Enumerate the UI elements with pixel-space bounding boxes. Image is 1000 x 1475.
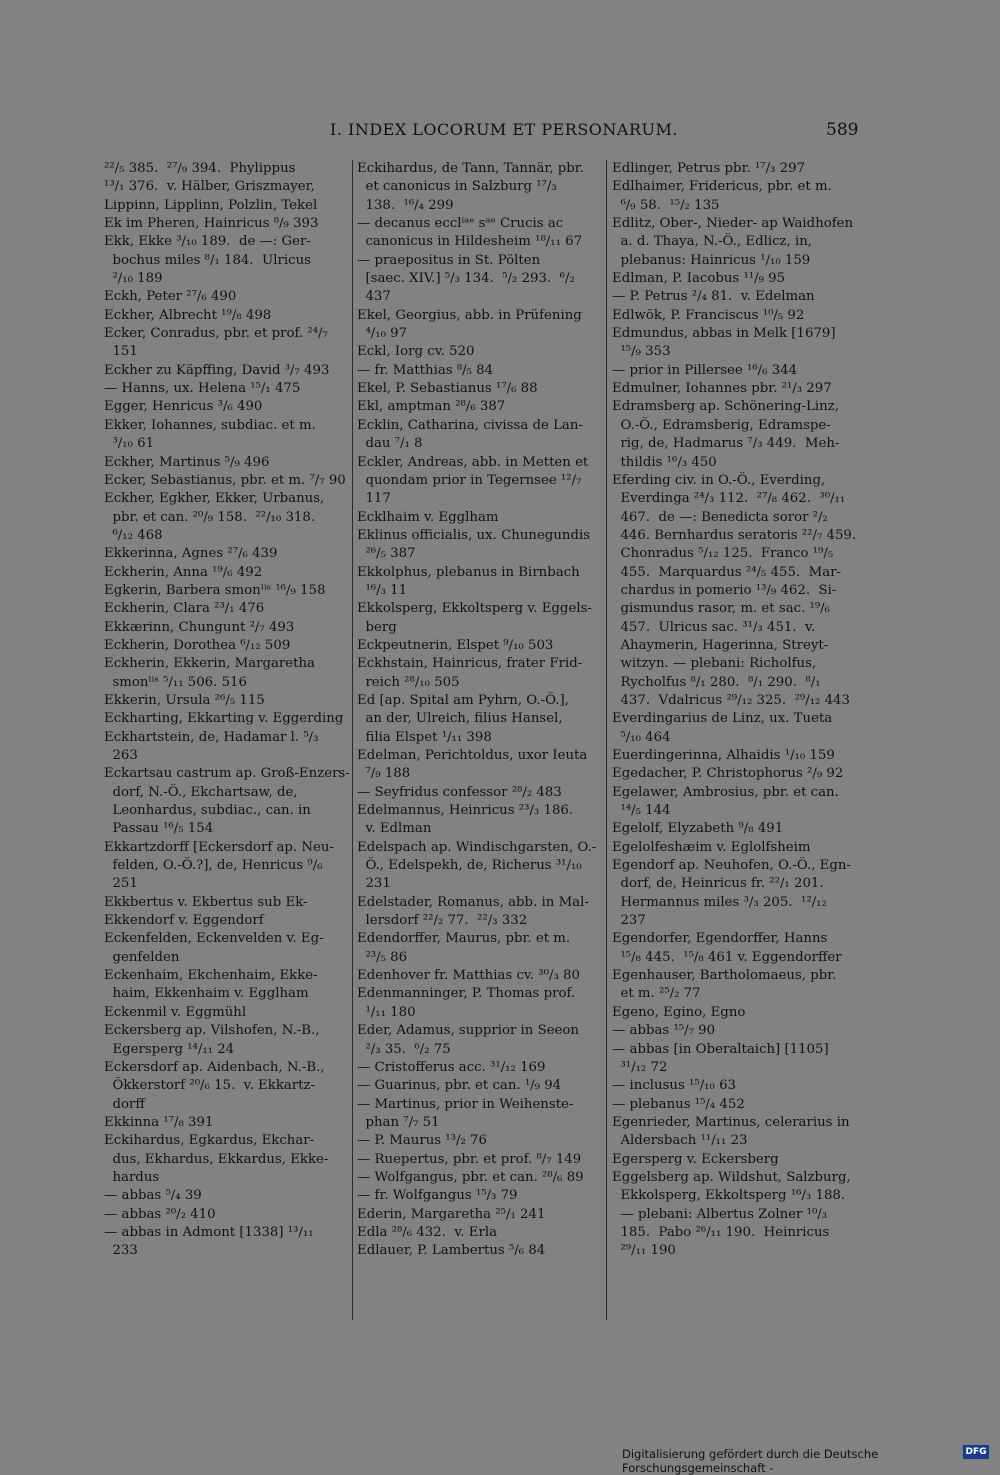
index-entry-line: — Ruepertus, pbr. et prof. ⁸/₇ 149	[357, 1151, 582, 1167]
index-entry-line: Ek im Pheren, Hainricus ⁸/₉ 393	[104, 216, 319, 232]
index-entry-line: Aldersbach ¹¹/₁₁ 23	[612, 1133, 748, 1149]
index-entry-line: — decanus ecclⁱᵃᵉ sᵃᵉ Crucis ac	[357, 216, 564, 232]
index-entry-line: witzyn. — plebani: Richolfus,	[612, 656, 817, 672]
index-entry-line: Ekkerin, Ursula ²⁶/₅ 115	[104, 692, 265, 708]
index-entry-line: Edla ²⁸/₆ 432. v. Erla	[357, 1224, 498, 1240]
index-entry-line: 455. Marquardus ²⁴/₅ 455. Mar-	[612, 564, 842, 580]
index-entry-line: ¹⁵/₉ 353	[612, 344, 671, 360]
index-entry-line: rig, de, Hadmarus ⁷/₃ 449. Meh-	[612, 436, 840, 452]
index-entry-line: Edelstader, Romanus, abb. in Mal-	[357, 894, 589, 910]
index-entry-line: berg	[357, 619, 397, 635]
index-entry-line: dorff	[104, 1096, 145, 1112]
index-entry-line: Edlwök, P. Franciscus ¹⁰/₅ 92	[612, 307, 805, 323]
index-entry-line: Eckher, Albrecht ¹⁹/₈ 498	[104, 307, 272, 323]
index-entry-line: Ed [ap. Spital am Pyhrn, O.-Ö.],	[357, 692, 569, 708]
index-entry-line: — inclusus ¹⁵/₁₀ 63	[612, 1078, 736, 1094]
index-entry-line: Eckihardus, de Tann, Tannär, pbr.	[357, 161, 584, 176]
index-entry-line: Egenhauser, Bartholomaeus, pbr.	[612, 968, 837, 984]
index-entry-line: an der, Ulreich, filius Hansel,	[357, 711, 563, 727]
index-entry-line: Ekk, Ekke ³/₁₀ 189. de —: Ger-	[104, 234, 311, 250]
index-entry-line: — abbas ¹⁵/₇ 90	[612, 1023, 716, 1039]
index-entry-line: — Seyfridus confessor ²⁸/₂ 483	[357, 784, 562, 800]
index-entry-line: — P. Maurus ¹³/₂ 76	[357, 1133, 487, 1149]
index-entry-line: Everdinga ²⁴/₃ 112. ²⁷/₈ 462. ³⁰/₁₁	[612, 491, 846, 507]
index-entry-line: quondam prior in Tegernsee ¹²/₇	[357, 472, 582, 488]
index-entry-line: — P. Petrus ²/₄ 81. v. Edelman	[612, 289, 815, 305]
index-entry-line: canonicus in Hildesheim ¹⁸/₁₁ 67	[357, 234, 583, 250]
index-entry-line: Eckherin, Dorothea ⁶/₁₂ 509	[104, 637, 291, 653]
index-entry-line: ¹⁵/₈ 445. ¹⁵/₈ 461 v. Eggendorffer	[612, 949, 842, 965]
index-entry-line: felden, O.-Ö.?], de, Henricus ⁹/₆	[104, 858, 323, 874]
index-entry-line: plebanus: Hainricus ¹/₁₀ 159	[612, 252, 811, 268]
index-entry-line: Edelmannus, Heinricus ²³/₃ 186.	[357, 803, 574, 819]
index-entry-line: Ederin, Margaretha ²⁵/₁ 241	[357, 1206, 546, 1222]
index-entry-line: Eklinus officialis, ux. Chunegundis	[357, 527, 591, 543]
index-entry-line: 437. Vdalricus ²⁹/₁₂ 325. ²⁹/₁₂ 443	[612, 692, 850, 708]
index-entry-line: Egelolf, Elyzabeth ⁹/₈ 491	[612, 821, 784, 837]
index-entry-line: pbr. et can. ²⁰/₉ 158. ²²/₁₀ 318.	[104, 509, 316, 525]
index-entry-line: Edlman, P. Iacobus ¹¹/₉ 95	[612, 271, 786, 287]
index-entry-line: 251	[104, 876, 138, 892]
index-entry-line: 151	[104, 344, 138, 360]
index-entry-line: Eckenhaim, Ekchenhaim, Ekke-	[104, 968, 318, 984]
index-entry-line: 233	[104, 1243, 138, 1259]
index-entry-line: 117	[357, 491, 391, 507]
index-entry-line: ²²/₅ 385. ²⁷/₉ 394. Phylippus	[104, 161, 296, 176]
index-entry-line: Eckhstain, Hainricus, frater Frid-	[357, 656, 583, 672]
index-entry-line: dus, Ekhardus, Ekkardus, Ekke-	[104, 1151, 329, 1167]
index-entry-line: 457. Ulricus sac. ³¹/₃ 451. v.	[612, 619, 816, 635]
index-entry-line: — abbas [in Oberaltaich] [1105]	[612, 1041, 829, 1057]
index-entry-line: Eckharting, Ekkarting v. Eggerding	[104, 711, 344, 727]
index-entry-line: Egersperg ¹⁴/₁₁ 24	[104, 1041, 235, 1057]
index-entry-line: smonˡⁱˢ ⁵/₁₁ 506. 516	[104, 674, 247, 690]
index-entry-line: Ekkerinna, Agnes ²⁷/₆ 439	[104, 546, 278, 562]
index-entry-line: 263	[104, 748, 138, 763]
index-entry-line: Edlitz, Ober-, Nieder- ap Waidhofen	[612, 216, 854, 232]
index-column-1	[104, 160, 350, 1261]
index-entry-line: ⁷/₉ 188	[357, 766, 411, 782]
index-entry-line: Eckl, Iorg cv. 520	[357, 344, 475, 360]
index-entry-line: Ekkolsperg, Ekkoltsperg v. Eggels-	[357, 601, 592, 617]
index-entry-line: Eckherin, Clara ²³/₁ 476	[104, 601, 265, 617]
index-entry-line: Edlinger, Petrus pbr. ¹⁷/₃ 297	[612, 161, 805, 176]
index-entry-line: — plebanus ¹⁵/₄ 452	[612, 1096, 745, 1112]
index-column-2	[357, 160, 603, 1261]
index-entry-line: Lippinn, Lipplinn, Polzlin, Tekel	[104, 197, 318, 213]
index-entry-line: Edmulner, Iohannes pbr. ²¹/₃ 297	[612, 381, 832, 397]
index-entry-line: Ekkartzdorff [Eckersdorf ap. Neu-	[104, 839, 334, 855]
index-entry-line: Ekl, amptman ²⁸/₆ 387	[357, 399, 506, 415]
index-entry-line: et m. ²⁵/₂ 77	[612, 986, 701, 1002]
index-entry-line: Eckhartstein, de, Hadamar l. ⁵/₃	[104, 729, 319, 745]
index-entry-line: O.-Ö., Edramsberig, Edramspe-	[612, 417, 831, 433]
index-entry-line: Eckersberg ap. Vilshofen, N.-B.,	[104, 1023, 320, 1039]
index-entry-line: Eggelsberg ap. Wildshut, Salzburg,	[612, 1169, 851, 1185]
running-header: I. INDEX LOCORUM ET PERSONARUM.	[330, 120, 678, 139]
index-entry-line: Ekkbertus v. Ekbertus sub Ek-	[104, 894, 308, 910]
index-entry-line: Egelawer, Ambrosius, pbr. et can.	[612, 784, 839, 800]
index-entry-line: Eder, Adamus, supprior in Seeon	[357, 1023, 579, 1039]
index-entry-line: Egenrieder, Martinus, celerarius in	[612, 1114, 850, 1130]
index-entry-line: ²⁶/₅ 387	[357, 546, 416, 562]
index-entry-line: Eckihardus, Egkardus, Ekchar-	[104, 1133, 315, 1149]
index-entry-line: ¹³/₁ 376. v. Hälber, Griszmayer,	[104, 179, 315, 195]
index-entry-line: — fr. Matthias ⁸/₅ 84	[357, 362, 494, 378]
index-entry-line: — Wolfgangus, pbr. et can. ²⁸/₆ 89	[357, 1169, 584, 1185]
index-entry-line: ¹⁴/₅ 144	[612, 803, 671, 819]
index-entry-line: Ekker, Iohannes, subdiac. et m.	[104, 417, 316, 433]
index-entry-line: dorf, N.-Ö., Ekchartsaw, de,	[104, 784, 298, 800]
index-entry-line: dorf, de, Heinricus fr. ²²/₁ 201.	[612, 876, 824, 892]
index-entry-line: Edelman, Perichtoldus, uxor Ieuta	[357, 748, 588, 763]
index-entry-line: Ekkolsperg, Ekkoltsperg ¹⁶/₃ 188.	[612, 1188, 846, 1204]
index-entry-line: — Cristofferus acc. ³¹/₁₂ 169	[357, 1059, 546, 1075]
index-entry-line: Eckenfelden, Eckenvelden v. Eg-	[104, 931, 324, 947]
index-entry-line: Ecker, Sebastianus, pbr. et m. ⁷/₇ 90	[104, 472, 346, 488]
index-entry-line: Ö., Edelspekh, de, Richerus ³¹/₁₀	[357, 858, 582, 874]
index-entry-line: Ekkærinn, Chungunt ²/₇ 493	[104, 619, 295, 635]
index-entry-line: bochus miles ⁸/₁ 184. Ulricus	[104, 252, 311, 268]
index-entry-line: 437	[357, 289, 391, 305]
index-entry-line: genfelden	[104, 949, 180, 965]
index-entry-line: Edenhover fr. Matthias cv. ³⁰/₃ 80	[357, 968, 580, 984]
index-entry-line: Eckherin, Anna ¹⁹/₆ 492	[104, 564, 263, 580]
index-entry-line: Edramsberg ap. Schönering-Linz,	[612, 399, 839, 415]
index-entry-line: Chonradus ⁵/₁₂ 125. Franco ¹⁹/₅	[612, 546, 834, 562]
index-entry-line: Ekkolphus, plebanus in Birnbach	[357, 564, 580, 580]
index-entry-line: Ahaymerin, Hagerinna, Streyt-	[612, 637, 829, 653]
index-entry-line: Eckh, Peter ²⁷/₆ 490	[104, 289, 237, 305]
index-entry-line: Ekkinna ¹⁷/₈ 391	[104, 1114, 214, 1130]
index-entry-line: — plebani: Albertus Zolner ¹⁰/₃	[612, 1206, 828, 1222]
column-divider	[606, 160, 607, 1320]
index-entry-line: ¹/₁₁ 180	[357, 1004, 416, 1020]
index-entry-line: Everdingarius de Linz, ux. Tueta	[612, 711, 833, 727]
index-entry-line: Edmundus, abbas in Melk [1679]	[612, 326, 836, 342]
index-entry-line: — Martinus, prior in Weihenste-	[357, 1096, 574, 1112]
index-entry-line: — abbas ²⁰/₂ 410	[104, 1206, 216, 1222]
footer-credit: Digitalisierung gefördert durch die Deutsche Forschungsgemeinschaft -	[622, 1447, 879, 1475]
index-entry-line: Egger, Henricus ³/₆ 490	[104, 399, 263, 415]
dfg-logo: DFG	[963, 1445, 989, 1459]
index-entry-line: Ökkerstorf ²⁰/₆ 15. v. Ekkartz-	[104, 1078, 316, 1094]
index-entry-line: thildis ¹⁶/₃ 450	[612, 454, 717, 470]
index-entry-line: Edlauer, P. Lambertus ⁵/₆ 84	[357, 1243, 546, 1259]
index-entry-line: — abbas in Admont [1338] ¹³/₁₁	[104, 1224, 314, 1240]
index-entry-line: ³¹/₁₂ 72	[612, 1059, 668, 1075]
index-entry-line: ²³/₅ 86	[357, 949, 408, 965]
index-entry-line: phan ⁷/₇ 51	[357, 1114, 440, 1130]
index-entry-line: lersdorf ²²/₂ 77. ²²/₃ 332	[357, 913, 528, 929]
index-entry-line: Eckher zu Käpffing, David ³/₇ 493	[104, 362, 330, 378]
index-entry-line: ²/₁₀ 189	[104, 271, 163, 287]
index-entry-line: gismundus rasor, m. et sac. ¹⁹/₆	[612, 601, 830, 617]
index-entry-line: Leonhardus, subdiac., can. in	[104, 803, 311, 819]
index-entry-line: 446. Bernhardus seratoris ²²/₇ 459.	[612, 527, 857, 543]
index-entry-line: Eferding civ. in O.-Ö., Everding,	[612, 472, 826, 488]
page-number: 589	[826, 120, 859, 140]
index-entry-line: v. Edlman	[357, 821, 432, 837]
index-entry-line: Ekkendorf v. Eggendorf	[104, 913, 264, 929]
index-entry-line: ²/₃ 35. ⁶/₂ 75	[357, 1041, 451, 1057]
index-entry-line: haim, Ekkenhaim v. Egglham	[104, 986, 309, 1002]
index-entry-line: chardus in pomerio ¹³/₉ 462. Si-	[612, 582, 837, 598]
index-entry-line: — fr. Wolfgangus ¹⁵/₃ 79	[357, 1188, 518, 1204]
index-entry-line: 237	[612, 913, 646, 929]
index-entry-line: — Guarinus, pbr. et can. ¹/₉ 94	[357, 1078, 562, 1094]
index-entry-line: Edendorffer, Maurus, pbr. et m.	[357, 931, 571, 947]
index-entry-line: a. d. Thaya, N.-Ö., Edlicz, in,	[612, 234, 813, 250]
index-entry-line: Edlhaimer, Fridericus, pbr. et m.	[612, 179, 832, 195]
index-entry-line: Ekel, Georgius, abb. in Prüfening	[357, 307, 582, 323]
index-entry-line: 185. Pabo ²⁶/₁₁ 190. Heinricus	[612, 1224, 830, 1240]
index-entry-line: 467. de —: Benedicta soror ²/₂	[612, 509, 828, 525]
index-entry-line: dau ⁷/₁ 8	[357, 436, 423, 452]
index-entry-line: Ecker, Conradus, pbr. et prof. ²⁴/₇	[104, 326, 328, 342]
index-entry-line: Euerdingerinna, Alhaidis ¹/₁₀ 159	[612, 748, 835, 763]
index-entry-line: Rycholfus ⁸/₁ 280. ⁸/₁ 290. ⁸/₁	[612, 674, 821, 690]
index-entry-line: Egedacher, P. Christophorus ²/₉ 92	[612, 766, 844, 782]
index-entry-line: Ecklhaim v. Egglham	[357, 509, 499, 525]
index-entry-line: ³/₁₀ 61	[104, 436, 155, 452]
index-entry-line: Ecklin, Catharina, civissa de Lan-	[357, 417, 583, 433]
index-entry-line: Eckpeutnerin, Elspet ⁹/₁₀ 503	[357, 637, 554, 653]
index-entry-line: Eckher, Martinus ⁵/₉ 496	[104, 454, 270, 470]
index-entry-line: Eckler, Andreas, abb. in Metten et	[357, 454, 589, 470]
index-entry-line: filia Elspet ¹/₁₁ 398	[357, 729, 492, 745]
index-entry-line: — praepositus in St. Pölten	[357, 252, 541, 268]
index-entry-line: Ekel, P. Sebastianus ¹⁷/₆ 88	[357, 381, 538, 397]
index-entry-line: Edelspach ap. Windischgarsten, O.-	[357, 839, 597, 855]
index-entry-line: 231	[357, 876, 391, 892]
index-entry-line: hardus	[104, 1169, 160, 1185]
index-entry-line: ⁶/₁₂ 468	[104, 527, 163, 543]
index-entry-line: Egersperg v. Eckersberg	[612, 1151, 779, 1167]
index-entry-line: — Hanns, ux. Helena ¹⁵/₁ 475	[104, 381, 301, 397]
index-column-3	[612, 160, 858, 1261]
index-entry-line: Eckherin, Ekkerin, Margaretha	[104, 656, 315, 672]
index-entry-line: et canonicus in Salzburg ¹⁷/₃	[357, 179, 557, 195]
index-entry-line: Egeno, Egino, Egno	[612, 1004, 746, 1020]
index-entry-line: ⁶/₉ 58. ¹⁵/₂ 135	[612, 197, 720, 213]
index-entry-line: Eckersdorf ap. Aidenbach, N.-B.,	[104, 1059, 325, 1075]
index-entry-line: Egendorf ap. Neuhofen, O.-Ö., Egn-	[612, 858, 851, 874]
index-entry-line: ⁵/₁₀ 464	[612, 729, 671, 745]
index-entry-line: ²⁹/₁₁ 190	[612, 1243, 676, 1259]
index-entry-line: Egkerin, Barbera smonˡⁱˢ ¹⁶/₉ 158	[104, 582, 326, 598]
index-entry-line: 138. ¹⁶/₄ 299	[357, 197, 454, 213]
index-entry-line: Eckenmil v. Eggmühl	[104, 1004, 247, 1020]
index-entry-line: Eckartsau castrum ap. Groß-Enzers-	[104, 766, 350, 782]
index-entry-line: Passau ¹⁶/₅ 154	[104, 821, 214, 837]
column-divider	[352, 160, 353, 1320]
index-entry-line: Egendorfer, Egendorffer, Hanns	[612, 931, 828, 947]
index-entry-line: [saec. XIV.] ⁵/₃ 134. ⁵/₂ 293. ⁶/₂	[357, 271, 575, 287]
index-entry-line: Eckher, Egkher, Ekker, Urbanus,	[104, 491, 325, 507]
index-entry-line: reich ²⁸/₁₀ 505	[357, 674, 460, 690]
index-entry-line: ⁴/₁₀ 97	[357, 326, 408, 342]
index-entry-line: Hermannus miles ³/₃ 205. ¹²/₁₂	[612, 894, 827, 910]
index-entry-line: — abbas ⁵/₄ 39	[104, 1188, 202, 1204]
index-entry-line: — prior in Pillersee ¹⁶/₆ 344	[612, 362, 798, 378]
index-entry-line: Egelolfeshæim v. Eglolfsheim	[612, 839, 811, 855]
index-entry-line: ¹⁶/₃ 11	[357, 582, 408, 598]
index-entry-line: Edenmanninger, P. Thomas prof.	[357, 986, 576, 1002]
